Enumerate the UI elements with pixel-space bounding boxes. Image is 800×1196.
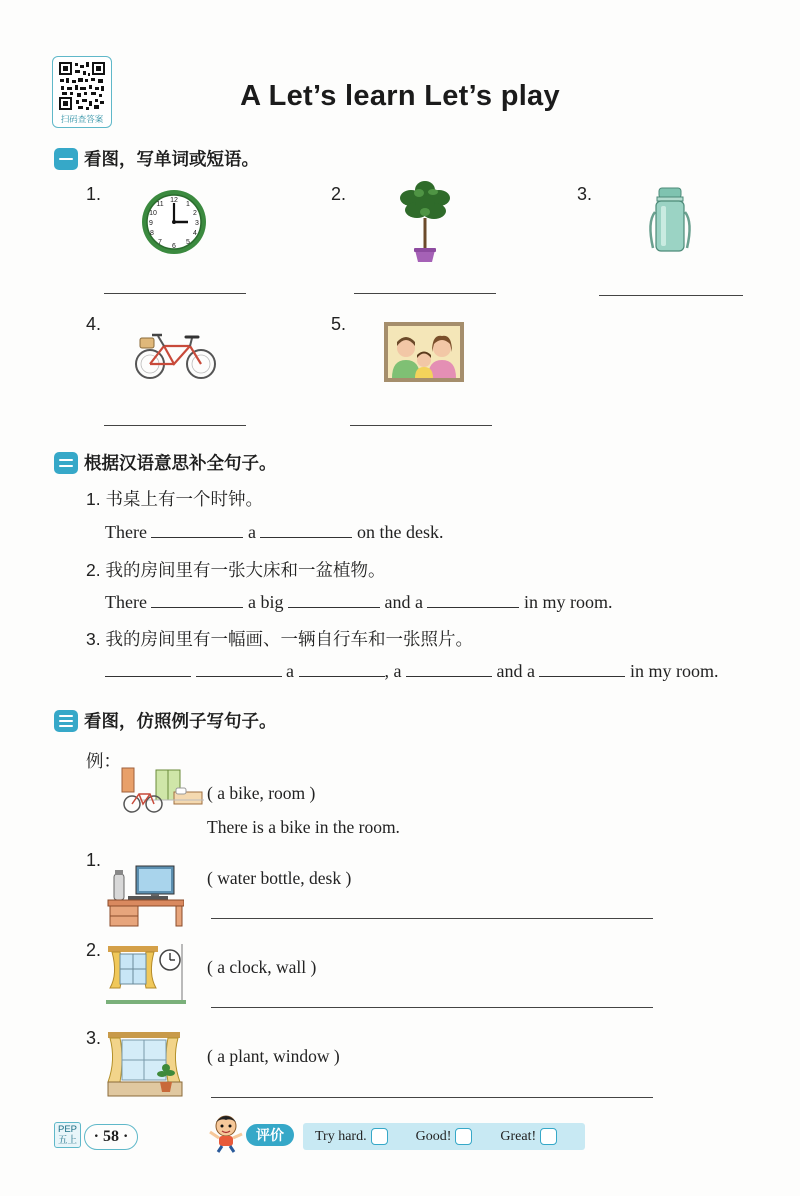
section-1-header [54, 146, 259, 171]
s3-q1-hint: ( water bottle, desk ) [207, 868, 352, 888]
s3-q1-answer-line[interactable] [211, 918, 653, 919]
evaluation-badge: 评价 [246, 1124, 294, 1146]
s1-q3-number: 3. [577, 184, 593, 204]
s2-q2-chinese: 2. 我的房间里有一张大床和一盆植物。 [86, 560, 386, 580]
page-number: · 58 · [84, 1124, 138, 1150]
s1-q4-answer-line[interactable] [104, 425, 246, 426]
svg-text:12: 12 [170, 197, 178, 204]
s3-example-answer: There is a bike in the room. [207, 817, 400, 837]
svg-text:5: 5 [186, 239, 190, 246]
s2-q1-word: There [105, 522, 147, 542]
s2-q3-blank-3[interactable] [299, 663, 385, 677]
svg-text:6: 6 [172, 243, 176, 250]
section-2-number-icon [54, 452, 78, 474]
qr-caption: 扫码查答案 [60, 114, 104, 124]
wall-with-clock-icon [106, 940, 186, 1006]
svg-text:2: 2 [193, 210, 197, 217]
section-2-instruction: 根据汉语意思补全句子。 [84, 453, 277, 473]
svg-text:7: 7 [158, 239, 162, 246]
s2-q2-word: and a [384, 592, 423, 612]
s2-q3-blank-1[interactable] [105, 663, 191, 677]
s2-q1-blank-2[interactable] [260, 524, 352, 538]
s3-q2-answer-line[interactable] [211, 1007, 653, 1008]
svg-text:9: 9 [149, 220, 153, 227]
s1-q4-number: 4. [86, 314, 102, 334]
plant-icon [395, 178, 455, 266]
pep-label: PEP [58, 1124, 78, 1135]
s2-q2-blank-3[interactable] [427, 594, 519, 608]
s2-q2-word: in my room. [523, 592, 613, 612]
page-title: A Let’s learn Let’s play [240, 80, 560, 112]
bike-icon [134, 326, 218, 382]
s2-q2-sentence [105, 592, 612, 613]
s2-q3-word: , a [384, 661, 402, 681]
s1-q2-number: 2. [331, 184, 347, 204]
rating-great-checkbox[interactable] [540, 1128, 557, 1145]
svg-text:11: 11 [156, 201, 164, 208]
svg-text:3: 3 [195, 220, 199, 227]
grade-badge [54, 1122, 81, 1148]
section-3-header [54, 708, 277, 733]
s3-example-hint: ( a bike, room ) [207, 783, 316, 803]
s2-q3-blank-4[interactable] [406, 663, 492, 677]
s3-q2-hint: ( a clock, wall ) [207, 957, 317, 977]
s2-q2-word: a big [247, 592, 284, 612]
s3-q1-number: 1. [86, 850, 102, 870]
s1-q2-answer-line[interactable] [354, 293, 496, 294]
section-2-header [54, 450, 277, 475]
s1-q3-answer-line[interactable] [599, 295, 743, 296]
s3-q3-hint: ( a plant, window ) [207, 1046, 340, 1066]
s2-q2-blank-2[interactable] [288, 594, 380, 608]
s2-q3-blank-5[interactable] [539, 663, 625, 677]
s3-q3-answer-line[interactable] [211, 1097, 653, 1098]
section-1-number-icon [54, 148, 78, 170]
s3-example-label: 例： [86, 751, 121, 771]
s3-q2-number: 2. [86, 940, 102, 960]
mascot-icon [206, 1112, 246, 1154]
s2-q3-word: and a [496, 661, 535, 681]
s2-q1-word: a [247, 522, 256, 542]
rating-good-label: Good! [415, 1128, 452, 1144]
photo-icon [384, 322, 464, 382]
s2-q2-word: There [105, 592, 147, 612]
s3-q3-number: 3. [86, 1028, 102, 1048]
rating-great-label: Great! [500, 1128, 537, 1144]
clock-icon [140, 188, 208, 256]
s2-q3-blank-2[interactable] [196, 663, 282, 677]
grade-label: 五上 [58, 1135, 78, 1146]
svg-text:4: 4 [193, 230, 197, 237]
section-1-instruction: 看图，写单词或短语。 [84, 149, 259, 169]
rating-try-hard-label: Try hard. [315, 1128, 367, 1144]
s2-q2-blank-1[interactable] [151, 594, 243, 608]
s2-q3-chinese: 3. 我的房间里有一幅画、一辆自行车和一张照片。 [86, 629, 473, 649]
s2-q1-word: on the desk. [356, 522, 444, 542]
s2-q1-blank-1[interactable] [151, 524, 243, 538]
room-with-bike-icon [120, 766, 204, 814]
s1-q5-number: 5. [331, 314, 347, 334]
section-3-instruction: 看图，仿照例子写句子。 [84, 711, 277, 731]
desk-with-computer-icon [106, 860, 184, 928]
s1-q5-answer-line[interactable] [350, 425, 492, 426]
svg-text:8: 8 [150, 230, 154, 237]
s2-q1-chinese: 1. 书桌上有一个时钟。 [86, 489, 263, 509]
water-bottle-icon [645, 186, 695, 254]
s2-q1-sentence [105, 522, 443, 543]
window-with-plant-icon [106, 1030, 184, 1100]
evaluation-bar [303, 1123, 585, 1150]
s2-q3-sentence [105, 661, 718, 682]
section-3-number-icon [54, 710, 78, 732]
svg-text:10: 10 [149, 210, 157, 217]
svg-text:1: 1 [186, 201, 190, 208]
s2-q3-word: in my room. [629, 661, 719, 681]
s2-q3-word: a [286, 661, 294, 681]
s1-q1-number: 1. [86, 184, 102, 204]
rating-good-checkbox[interactable] [455, 1128, 472, 1145]
s1-q1-answer-line[interactable] [104, 293, 246, 294]
rating-try-hard-checkbox[interactable] [371, 1128, 388, 1145]
